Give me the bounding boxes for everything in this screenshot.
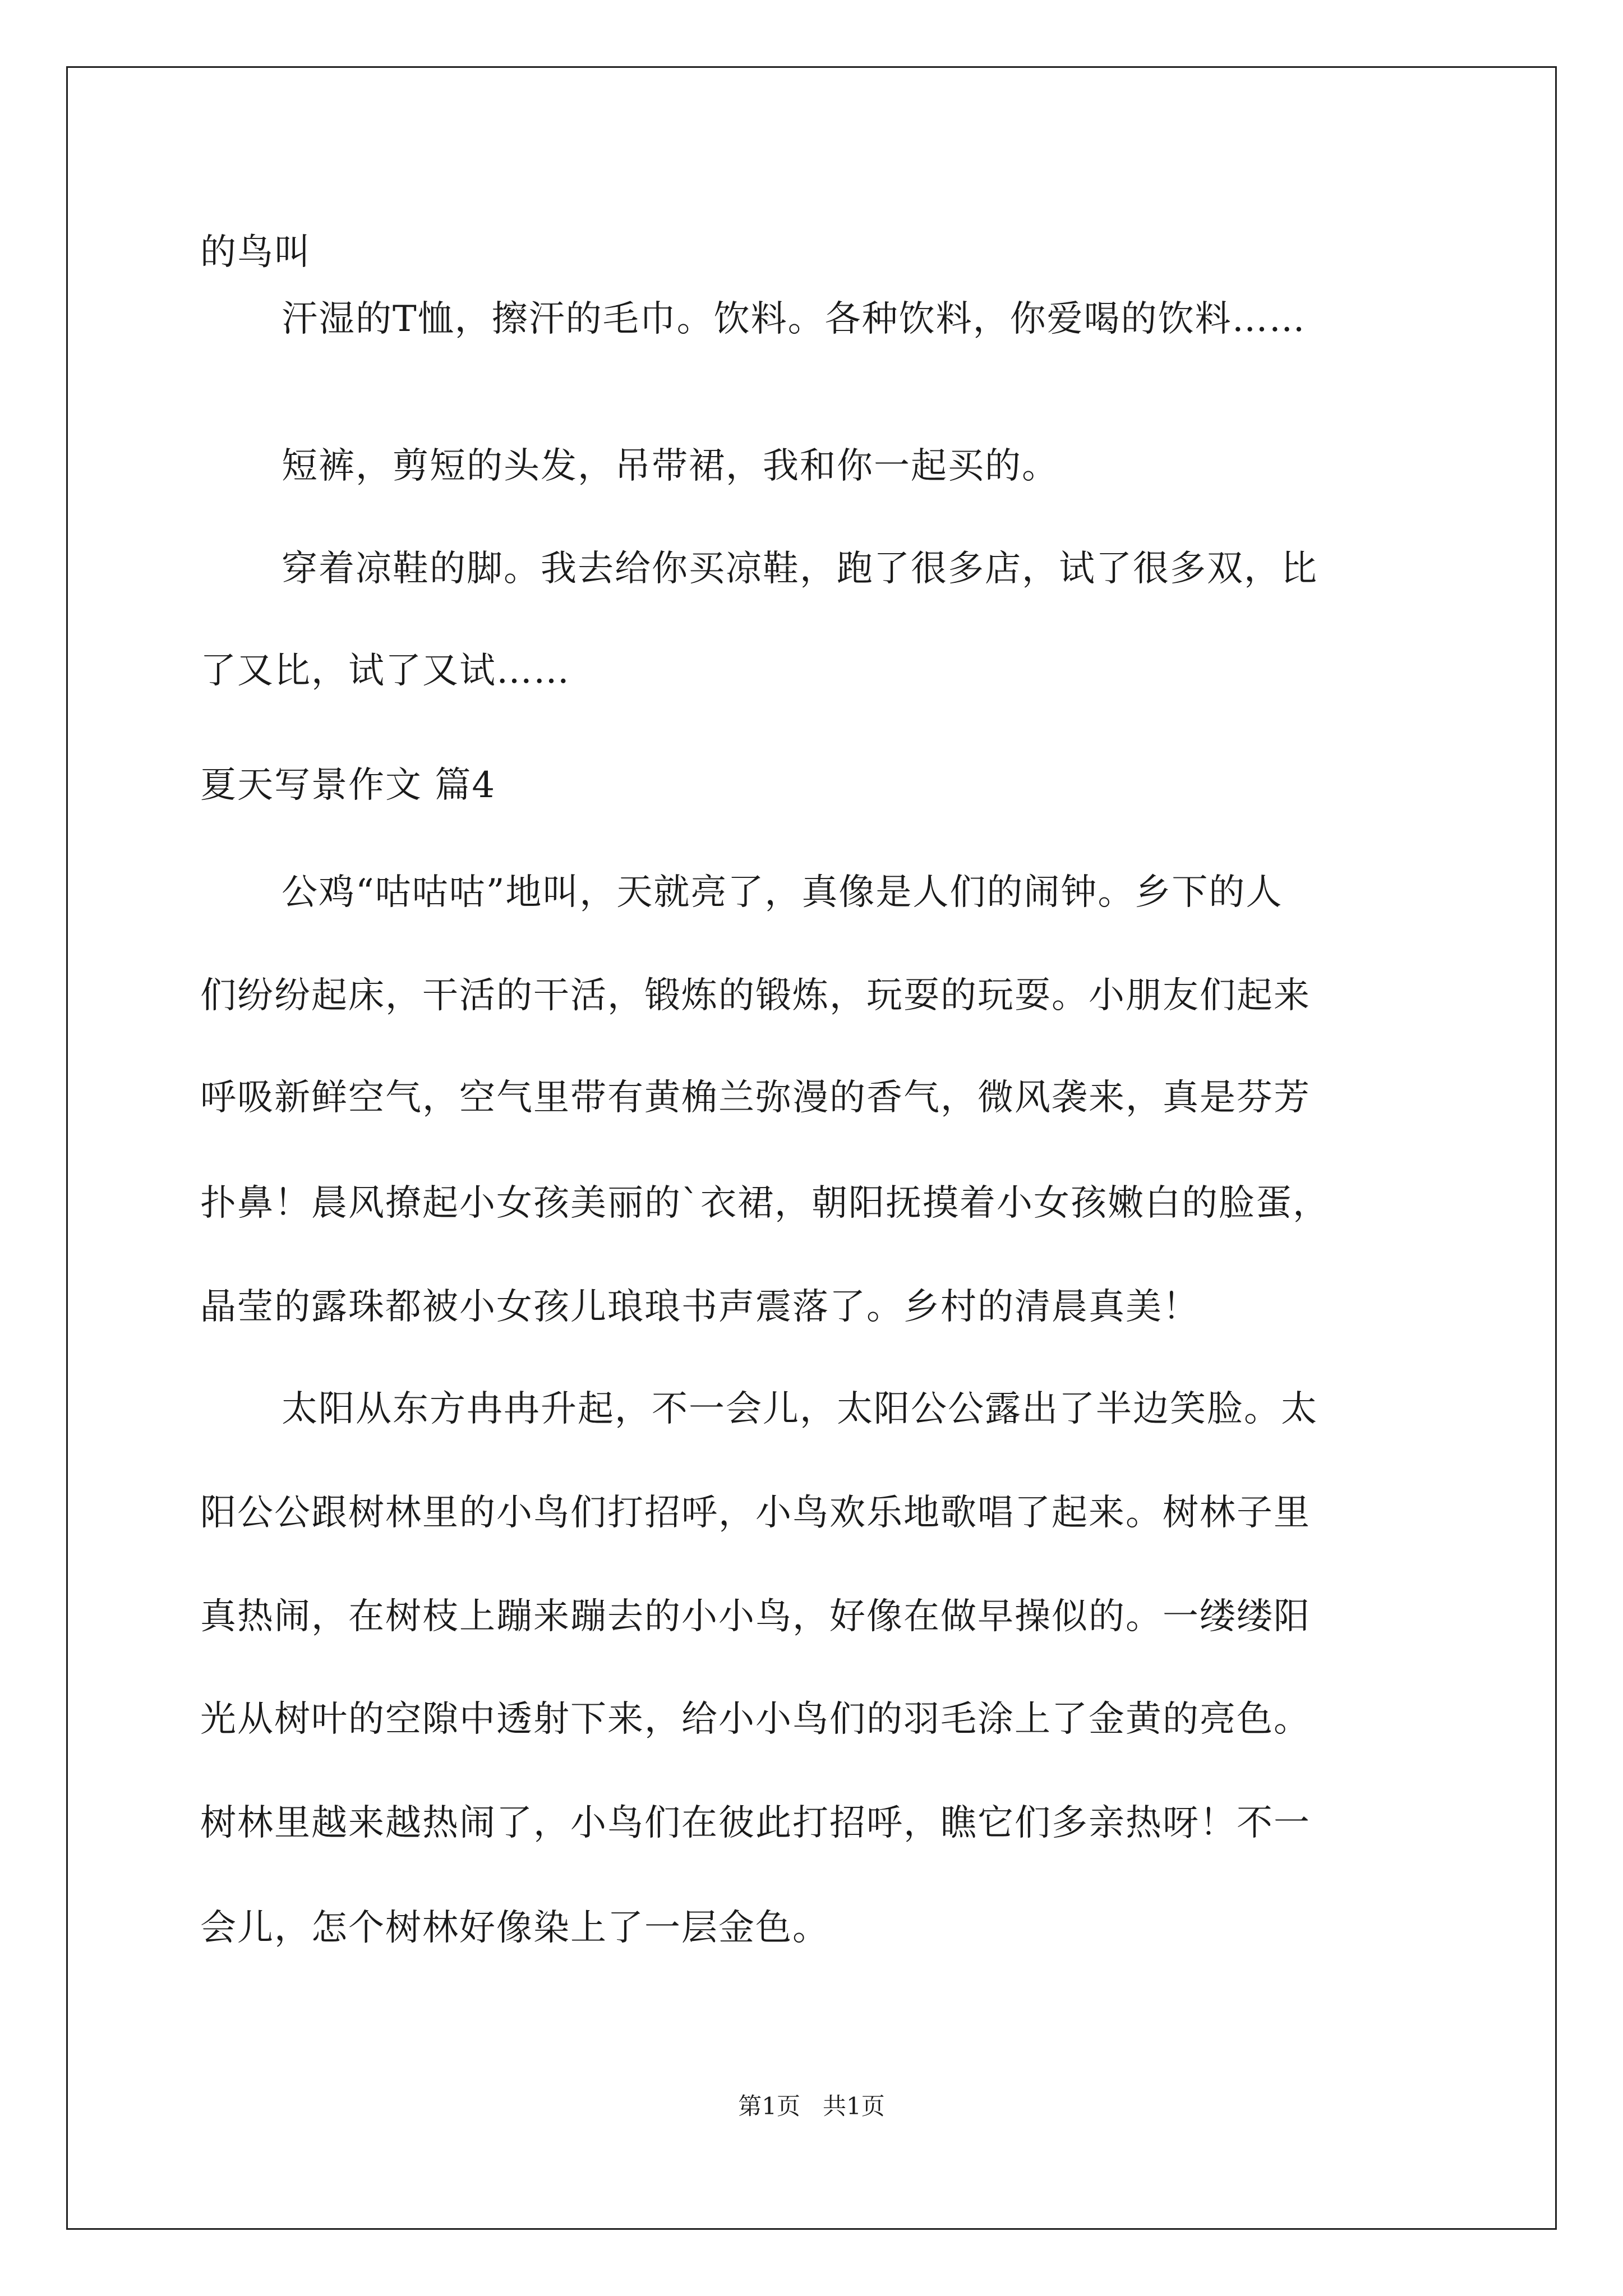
- paragraph-line: 光从树叶的空隙中透射下来，给小小鸟们的羽毛涂上了金黄的亮色。: [200, 1699, 1311, 1740]
- paragraph-line: 阳公公跟树林里的小鸟们打招呼，小鸟欢乐地歌唱了起来。树林子里: [200, 1492, 1311, 1534]
- paragraph-line: 短裤，剪短的头发，吊带裙，我和你一起买的。: [282, 445, 1059, 487]
- section-heading: 夏天写景作文 篇4: [200, 765, 496, 806]
- paragraph-line: 太阳从东方冉冉升起，不一会儿，太阳公公露出了半边笑脸。太: [282, 1388, 1318, 1430]
- paragraph-line: 呼吸新鲜空气，空气里带有黄桷兰弥漫的香气，微风袭来，真是芬芳: [200, 1077, 1311, 1119]
- paragraph-line: 汗湿的T恤，擦汗的毛巾。饮料。各种饮料，你爱喝的饮料……: [282, 298, 1306, 340]
- paragraph-line: 扑鼻！晨风撩起小女孩美丽的`衣裙，朝阳抚摸着小女孩嫩白的脸蛋，: [200, 1182, 1330, 1224]
- paragraph-line: 树林里越来越热闹了，小鸟们在彼此打招呼，瞧它们多亲热呀！不一: [200, 1802, 1311, 1844]
- paragraph-line: 的鸟叫: [200, 232, 311, 273]
- paragraph-line: 会儿，怎个树林好像染上了一层金色。: [200, 1907, 829, 1949]
- page-border: [66, 66, 1557, 2230]
- paragraph-line: 晶莹的露珠都被小女孩儿琅琅书声震落了。乡村的清晨真美！: [200, 1286, 1200, 1328]
- paragraph-line: 真热闹，在树枝上蹦来蹦去的小小鸟，好像在做早操似的。一缕缕阳: [200, 1596, 1311, 1637]
- paragraph-line: 穿着凉鞋的脚。我去给你买凉鞋，跑了很多店，试了很多双，比: [282, 548, 1318, 590]
- paragraph-line: 们纷纷起床，干活的干活，锻炼的锻炼，玩耍的玩耍。小朋友们起来: [200, 975, 1311, 1016]
- page-number-footer: 第1页 共1页: [738, 2092, 885, 2120]
- paragraph-line: 公鸡“咕咕咕”地叫，天就亮了，真像是人们的闹钟。乡下的人: [282, 872, 1283, 913]
- paragraph-line: 了又比，试了又试……: [200, 650, 570, 692]
